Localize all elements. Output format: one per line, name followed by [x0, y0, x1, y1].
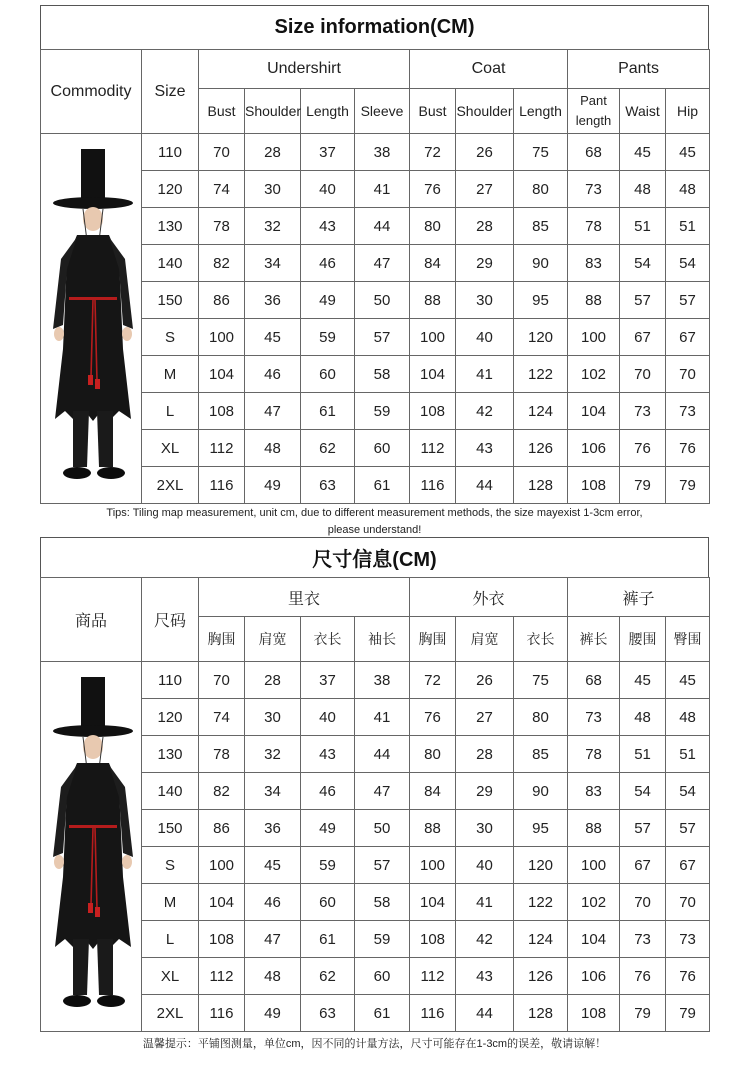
measurement-cell: 48: [666, 699, 710, 736]
measurement-cell: 60: [355, 430, 410, 467]
measurement-cell: 44: [355, 736, 410, 773]
measurement-cell: 100: [199, 847, 245, 884]
measurement-cell: 83: [568, 245, 620, 282]
size-cell: 110: [142, 134, 199, 171]
measurement-cell: 50: [355, 282, 410, 319]
measurement-cell: 46: [301, 245, 355, 282]
measurement-cell: 43: [456, 430, 514, 467]
undershirt-header: Undershirt: [199, 50, 410, 89]
size-cell: 110: [142, 662, 199, 699]
measurement-cell: 84: [410, 245, 456, 282]
measurement-cell: 38: [355, 662, 410, 699]
measurement-cell: 58: [355, 884, 410, 921]
subheader-cn-7: 裤长: [568, 617, 620, 662]
measurement-cell: 40: [456, 319, 514, 356]
pants-header: Pants: [568, 50, 710, 89]
measurement-cell: 48: [620, 171, 666, 208]
measurement-cell: 45: [620, 134, 666, 171]
measurement-cell: 128: [514, 467, 568, 504]
measurement-cell: 60: [355, 958, 410, 995]
measurement-cell: 126: [514, 430, 568, 467]
measurement-cell: 61: [355, 995, 410, 1032]
chart-title-chinese: 尺寸信息(CM): [40, 537, 709, 577]
measurement-cell: 116: [410, 467, 456, 504]
tip-line-1: Tips: Tiling map measurement, unit cm, due to different measurement methods, the size mayexist 1-3cm error,: [106, 507, 643, 519]
measurement-cell: 54: [666, 773, 710, 810]
subheader-cn-2: 衣长: [301, 617, 355, 662]
measurement-cell: 122: [514, 884, 568, 921]
measurement-cell: 104: [410, 356, 456, 393]
measurement-cell: 104: [568, 921, 620, 958]
measurement-cell: 100: [410, 319, 456, 356]
measurement-cell: 37: [301, 134, 355, 171]
measurement-cell: 57: [620, 282, 666, 319]
measurement-cell: 40: [456, 847, 514, 884]
size-header: Size: [142, 50, 199, 134]
subheader-cn-9: 臀围: [666, 617, 710, 662]
measurement-cell: 51: [666, 208, 710, 245]
measurement-cell: 104: [410, 884, 456, 921]
measurement-cell: 126: [514, 958, 568, 995]
measurement-cell: 100: [568, 847, 620, 884]
measurement-cell: 70: [666, 884, 710, 921]
size-chart-english: [40, 5, 709, 539]
measurement-cell: 48: [666, 171, 710, 208]
measurement-cell: 108: [568, 995, 620, 1032]
measurement-cell: 57: [666, 282, 710, 319]
size-cell: 150: [142, 282, 199, 319]
measurement-cell: 68: [568, 134, 620, 171]
measurement-cell: 54: [620, 245, 666, 282]
measurement-cell: 54: [666, 245, 710, 282]
costume-figure-image: [49, 674, 137, 1014]
size-cell: L: [142, 921, 199, 958]
measurement-cell: 48: [620, 699, 666, 736]
size-cell: L: [142, 393, 199, 430]
measurement-cell: 28: [245, 662, 301, 699]
measurement-cell: 54: [620, 773, 666, 810]
measurement-cell: 80: [410, 208, 456, 245]
measurement-cell: 57: [620, 810, 666, 847]
size-cell: 130: [142, 208, 199, 245]
measurement-cell: 116: [199, 467, 245, 504]
measurement-cell: 42: [456, 921, 514, 958]
tip-chinese: 温馨提示：平铺图测量，单位cm，因不同的计量方法，尺寸可能存在1-3cm的误差，敬请谅解！: [142, 1038, 607, 1050]
measurement-cell: 60: [301, 356, 355, 393]
measurement-cell: 30: [456, 282, 514, 319]
size-cell: 2XL: [142, 995, 199, 1032]
measurement-cell: 41: [456, 356, 514, 393]
measurement-cell: 59: [355, 393, 410, 430]
measurement-cell: 26: [456, 134, 514, 171]
measurement-cell: 60: [301, 884, 355, 921]
measurement-cell: 70: [666, 356, 710, 393]
subheader-coat-length: Length: [514, 89, 568, 134]
measurement-cell: 128: [514, 995, 568, 1032]
measurement-cell: 88: [410, 282, 456, 319]
measurement-cell: 34: [245, 245, 301, 282]
measurement-cell: 63: [301, 467, 355, 504]
measurement-cell: 29: [456, 245, 514, 282]
measurement-cell: 79: [666, 995, 710, 1032]
size-cell: S: [142, 319, 199, 356]
measurement-cell: 100: [568, 319, 620, 356]
subheader-cn-8: 腰围: [620, 617, 666, 662]
subheader-sleeve: Sleeve: [355, 89, 410, 134]
measurement-cell: 43: [301, 736, 355, 773]
measurement-cell: 72: [410, 134, 456, 171]
measurement-cell: 85: [514, 208, 568, 245]
measurement-cell: 37: [301, 662, 355, 699]
measurement-cell: 116: [410, 995, 456, 1032]
measurement-cell: 76: [620, 958, 666, 995]
measurement-cell: 45: [620, 662, 666, 699]
pants-header-cn: 裤子: [568, 578, 710, 617]
measurement-cell: 30: [245, 699, 301, 736]
measurement-cell: 79: [620, 467, 666, 504]
size-cell: 130: [142, 736, 199, 773]
commodity-header: Commodity: [41, 50, 142, 134]
measurement-cell: 104: [199, 884, 245, 921]
measurement-cell: 73: [620, 393, 666, 430]
subheader-coat-shoulder: Shoulder: [456, 89, 514, 134]
measurement-cell: 73: [568, 171, 620, 208]
subheader-pant-length: Pant length: [568, 89, 620, 134]
subheader-cn-4: 胸围: [410, 617, 456, 662]
measurement-cell: 90: [514, 245, 568, 282]
measurement-cell: 122: [514, 356, 568, 393]
measurement-cell: 84: [410, 773, 456, 810]
measurement-cell: 67: [620, 319, 666, 356]
measurement-cell: 29: [456, 773, 514, 810]
coat-header: Coat: [410, 50, 568, 89]
measurement-cell: 100: [410, 847, 456, 884]
measurement-cell: 32: [245, 208, 301, 245]
undershirt-header-cn: 里衣: [199, 578, 410, 617]
measurement-cell: 57: [355, 847, 410, 884]
measurement-cell: 41: [456, 884, 514, 921]
measurement-cell: 46: [301, 773, 355, 810]
measurement-cell: 112: [410, 430, 456, 467]
measurement-cell: 61: [301, 921, 355, 958]
measurement-cell: 38: [355, 134, 410, 171]
measurement-cell: 85: [514, 736, 568, 773]
product-photo: [41, 662, 142, 1032]
measurement-cell: 82: [199, 245, 245, 282]
measurement-cell: 42: [456, 393, 514, 430]
measurement-cell: 74: [199, 171, 245, 208]
measurement-cell: 104: [568, 393, 620, 430]
measurement-cell: 40: [301, 699, 355, 736]
measurement-cell: 61: [301, 393, 355, 430]
measurement-cell: 36: [245, 282, 301, 319]
size-header-cn: 尺码: [142, 578, 199, 662]
size-cell: XL: [142, 430, 199, 467]
measurement-cell: 120: [514, 319, 568, 356]
size-cell: 2XL: [142, 467, 199, 504]
measurement-cell: 112: [199, 958, 245, 995]
measurement-cell: 70: [199, 662, 245, 699]
measurement-cell: 30: [245, 171, 301, 208]
measurement-cell: 100: [199, 319, 245, 356]
size-cell: M: [142, 356, 199, 393]
measurement-cell: 28: [456, 736, 514, 773]
table-row: [41, 662, 710, 699]
size-cell: 120: [142, 699, 199, 736]
measurement-cell: 44: [456, 467, 514, 504]
measurement-cell: 80: [514, 171, 568, 208]
measurement-cell: 45: [245, 847, 301, 884]
measurement-cell: 73: [666, 921, 710, 958]
table-row: [41, 134, 710, 171]
size-cell: S: [142, 847, 199, 884]
measurement-cell: 108: [568, 467, 620, 504]
measurement-cell: 102: [568, 356, 620, 393]
measurement-cell: 62: [301, 430, 355, 467]
measurement-cell: 32: [245, 736, 301, 773]
measurement-cell: 27: [456, 171, 514, 208]
measurement-cell: 51: [620, 736, 666, 773]
tip-line-2: please understand!: [327, 524, 422, 536]
size-table-chinese: [40, 577, 710, 1032]
measurement-cell: 45: [666, 134, 710, 171]
measurement-cell: 57: [666, 810, 710, 847]
measurement-cell: 83: [568, 773, 620, 810]
measurement-cell: 79: [620, 995, 666, 1032]
measurement-cell: 112: [410, 958, 456, 995]
measurement-cell: 79: [666, 467, 710, 504]
measurement-cell: 104: [199, 356, 245, 393]
measurement-cell: 45: [245, 319, 301, 356]
size-cell: 120: [142, 171, 199, 208]
commodity-header-cn: 商品: [41, 578, 142, 662]
subheader-hip: Hip: [666, 89, 710, 134]
measurement-cell: 73: [620, 921, 666, 958]
subheader-waist: Waist: [620, 89, 666, 134]
costume-figure-image: [49, 146, 137, 486]
measurement-cell: 124: [514, 393, 568, 430]
measurement-cell: 95: [514, 810, 568, 847]
measurement-cell: 36: [245, 810, 301, 847]
measurement-cell: 59: [301, 319, 355, 356]
tip-english: [40, 505, 709, 539]
measurement-cell: 49: [301, 282, 355, 319]
measurement-cell: 40: [301, 171, 355, 208]
measurement-cell: 108: [199, 921, 245, 958]
measurement-cell: 108: [199, 393, 245, 430]
measurement-cell: 82: [199, 773, 245, 810]
measurement-cell: 75: [514, 134, 568, 171]
measurement-cell: 80: [514, 699, 568, 736]
measurement-cell: 80: [410, 736, 456, 773]
measurement-cell: 74: [199, 699, 245, 736]
measurement-cell: 106: [568, 430, 620, 467]
measurement-cell: 46: [245, 356, 301, 393]
measurement-cell: 50: [355, 810, 410, 847]
measurement-cell: 48: [245, 430, 301, 467]
measurement-cell: 59: [355, 921, 410, 958]
measurement-cell: 102: [568, 884, 620, 921]
measurement-cell: 76: [620, 430, 666, 467]
measurement-cell: 108: [410, 393, 456, 430]
measurement-cell: 58: [355, 356, 410, 393]
size-cell: 140: [142, 245, 199, 282]
measurement-cell: 68: [568, 662, 620, 699]
measurement-cell: 76: [666, 958, 710, 995]
subheader-length: Length: [301, 89, 355, 134]
size-cell: M: [142, 884, 199, 921]
chart-title-english: Size information(CM): [40, 5, 709, 49]
measurement-cell: 73: [568, 699, 620, 736]
measurement-cell: 46: [245, 884, 301, 921]
measurement-cell: 67: [666, 319, 710, 356]
subheader-cn-5: 肩宽: [456, 617, 514, 662]
measurement-cell: 51: [620, 208, 666, 245]
product-photo: [41, 134, 142, 504]
measurement-cell: 61: [355, 467, 410, 504]
measurement-cell: 76: [410, 699, 456, 736]
subheader-bust: Bust: [199, 89, 245, 134]
measurement-cell: 90: [514, 773, 568, 810]
measurement-cell: 70: [199, 134, 245, 171]
measurement-cell: 28: [456, 208, 514, 245]
measurement-cell: 78: [199, 208, 245, 245]
coat-header-cn: 外衣: [410, 578, 568, 617]
measurement-cell: 72: [410, 662, 456, 699]
measurement-cell: 44: [355, 208, 410, 245]
measurement-cell: 48: [245, 958, 301, 995]
measurement-cell: 120: [514, 847, 568, 884]
measurement-cell: 30: [456, 810, 514, 847]
measurement-cell: 63: [301, 995, 355, 1032]
measurement-cell: 26: [456, 662, 514, 699]
measurement-cell: 67: [620, 847, 666, 884]
subheader-coat-bust: Bust: [410, 89, 456, 134]
size-cell: 150: [142, 810, 199, 847]
measurement-cell: 43: [301, 208, 355, 245]
size-cell: 140: [142, 773, 199, 810]
measurement-cell: 112: [199, 430, 245, 467]
measurement-cell: 73: [666, 393, 710, 430]
measurement-cell: 41: [355, 171, 410, 208]
measurement-cell: 59: [301, 847, 355, 884]
subheader-cn-0: 胸围: [199, 617, 245, 662]
subheader-cn-3: 袖长: [355, 617, 410, 662]
measurement-cell: 70: [620, 356, 666, 393]
measurement-cell: 47: [355, 245, 410, 282]
measurement-cell: 95: [514, 282, 568, 319]
measurement-cell: 88: [568, 282, 620, 319]
size-cell: XL: [142, 958, 199, 995]
measurement-cell: 47: [355, 773, 410, 810]
measurement-cell: 78: [568, 736, 620, 773]
measurement-cell: 41: [355, 699, 410, 736]
measurement-cell: 47: [245, 393, 301, 430]
measurement-cell: 88: [568, 810, 620, 847]
measurement-cell: 34: [245, 773, 301, 810]
measurement-cell: 51: [666, 736, 710, 773]
measurement-cell: 43: [456, 958, 514, 995]
subheader-cn-6: 衣长: [514, 617, 568, 662]
measurement-cell: 116: [199, 995, 245, 1032]
measurement-cell: 106: [568, 958, 620, 995]
measurement-cell: 75: [514, 662, 568, 699]
size-chart-chinese: [40, 537, 709, 1053]
measurement-cell: 49: [301, 810, 355, 847]
measurement-cell: 88: [410, 810, 456, 847]
measurement-cell: 47: [245, 921, 301, 958]
subheader-cn-1: 肩宽: [245, 617, 301, 662]
measurement-cell: 28: [245, 134, 301, 171]
measurement-cell: 78: [199, 736, 245, 773]
measurement-cell: 76: [666, 430, 710, 467]
measurement-cell: 70: [620, 884, 666, 921]
measurement-cell: 45: [666, 662, 710, 699]
measurement-cell: 27: [456, 699, 514, 736]
measurement-cell: 76: [410, 171, 456, 208]
measurement-cell: 78: [568, 208, 620, 245]
measurement-cell: 124: [514, 921, 568, 958]
measurement-cell: 108: [410, 921, 456, 958]
subheader-shoulder: Shoulder: [245, 89, 301, 134]
measurement-cell: 44: [456, 995, 514, 1032]
measurement-cell: 67: [666, 847, 710, 884]
measurement-cell: 86: [199, 810, 245, 847]
measurement-cell: 86: [199, 282, 245, 319]
measurement-cell: 62: [301, 958, 355, 995]
measurement-cell: 49: [245, 995, 301, 1032]
measurement-cell: 57: [355, 319, 410, 356]
measurement-cell: 49: [245, 467, 301, 504]
size-table-english: [40, 49, 710, 504]
